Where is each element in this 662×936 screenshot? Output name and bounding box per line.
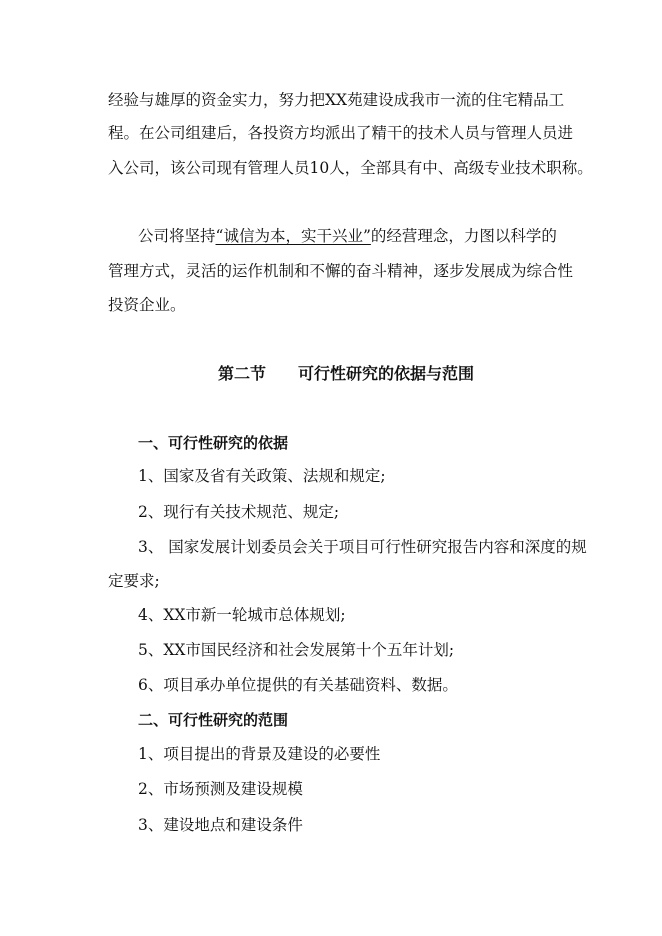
basis-item-4: 4、XX市新一轮城市总体规划; — [138, 606, 346, 624]
intro-line-2: 程。在公司组建后，各投资方均派出了精干的技术人员与管理人员进 — [108, 124, 574, 142]
company-motto: “诚信为本，实干兴业” — [215, 227, 371, 245]
scope-item-3: 3、建设地点和建设条件 — [138, 816, 303, 834]
basis-item-2: 2、现行有关技术规范、规定; — [138, 503, 340, 521]
philosophy-line-2: 管理方式，灵活的运作机制和不懈的奋斗精神，逐步发展成为综合性 — [108, 262, 574, 280]
philosophy-suffix: 的经营理念，力图以科学的 — [370, 227, 557, 245]
basis-item-3: 3、 国家发展计划委员会关于项目可行性研究报告内容和深度的规 — [138, 538, 587, 556]
intro-line-3: 入公司，该公司现有管理人员10人，全部具有中、高级专业技术职称。 — [108, 159, 593, 177]
basis-item-3-continued: 定要求; — [108, 572, 160, 590]
scope-item-1: 1、项目提出的背景及建设的必要性 — [138, 745, 381, 763]
philosophy-prefix: 公司将坚持 — [138, 227, 216, 245]
scope-item-2: 2、市场预测及建设规模 — [138, 780, 303, 798]
philosophy-line-1 — [138, 226, 557, 246]
philosophy-line-3: 投资企业。 — [108, 296, 186, 314]
intro-line-1: 经验与雄厚的资金实力，努力把XX苑建设成我市一流的住宅精品工 — [108, 91, 565, 109]
scope-heading: 二、可行性研究的范围 — [138, 711, 289, 729]
basis-item-5: 5、XX市国民经济和社会发展第十个五年计划; — [138, 641, 455, 659]
basis-item-6: 6、项目承办单位提供的有关基础资料、数据。 — [138, 676, 458, 694]
basis-heading: 一、可行性研究的依据 — [138, 434, 289, 452]
section-title: 第二节 可行性研究的依据与范围 — [218, 364, 475, 383]
basis-item-1: 1、国家及省有关政策、法规和规定; — [138, 467, 386, 485]
